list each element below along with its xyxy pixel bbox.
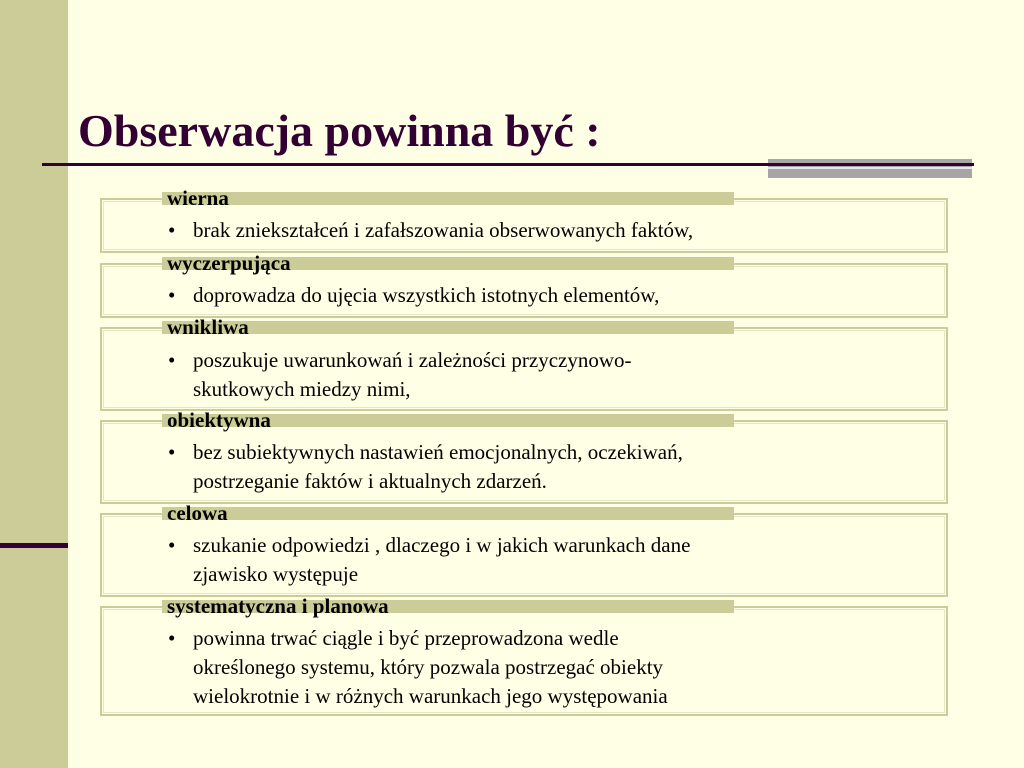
item-description: szukanie odpowiedzi , dlaczego i w jakich warunkach dane zjawisko występuje (193, 533, 691, 586)
item-description: doprowadza do ujęcia wszystkich istotnych elementów, (193, 283, 660, 307)
bullet-mark: • (168, 348, 176, 372)
list-item-wyczerpujaca (100, 251, 948, 318)
label-bar (162, 192, 734, 205)
list-item-wnikliwa (100, 315, 948, 411)
label-bar (162, 507, 734, 520)
bullet-mark: • (168, 533, 176, 557)
bullet-mark: • (168, 283, 176, 307)
title-decor-stripe (768, 167, 972, 169)
item-label: wierna (167, 186, 229, 210)
item-label: wnikliwa (167, 315, 249, 339)
bullet-mark: • (168, 218, 176, 242)
item-label: wyczerpująca (167, 251, 291, 275)
item-description: brak zniekształceń i zafałszowania obserwowanych faktów, (193, 218, 694, 242)
list-item-wierna (100, 186, 948, 253)
title-underline (42, 163, 974, 166)
item-label: systematyczna i planowa (167, 594, 389, 618)
list-item-celowa (100, 501, 948, 597)
left-decor-bar (0, 0, 68, 768)
slide-title: Obserwacja powinna być : (78, 105, 601, 156)
left-decor-accent (0, 543, 68, 548)
item-label: obiektywna (167, 408, 271, 432)
item-description: poszukuje uwarunkowań i zależności przyczynowo- skutkowych miedzy nimi, (193, 348, 632, 401)
list-item-systematyczna (100, 594, 948, 716)
list-item-obiektywna (100, 408, 948, 504)
item-description: powinna trwać ciągle i być przeprowadzona wedle określonego systemu, który pozwala postrzegać obiekty wielokrotnie i w różnych warunkach jego występowania (193, 626, 668, 708)
item-label: celowa (167, 501, 228, 525)
item-description: bez subiektywnych nastawień emocjonalnych, oczekiwań, postrzeganie faktów i aktualnych zdarzeń. (193, 440, 683, 493)
bullet-mark: • (168, 626, 176, 650)
bullet-mark: • (168, 440, 176, 464)
